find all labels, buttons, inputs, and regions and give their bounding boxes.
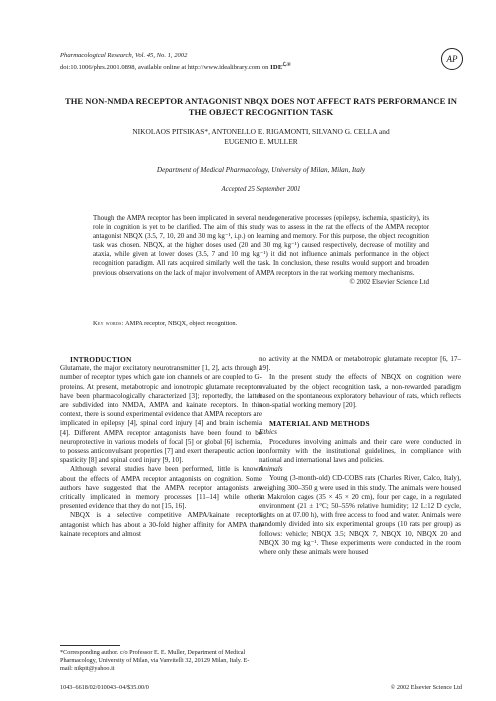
animals-heading: Animals (259, 465, 283, 474)
footer-copyright: © 2002 Elsevier Science Ltd (390, 684, 462, 691)
authors-line-2: EUGENIO E. MULLER (224, 137, 298, 146)
journal-citation: Pharmacological Research, Vol. 45, No. 1, 2002 (60, 52, 188, 59)
right-column (259, 355, 461, 557)
publisher-logo: AP (441, 48, 463, 70)
abstract (93, 214, 429, 287)
authors-line-1: NIKOLAOS PITSIKAS*, ANTONELLO E. RIGAMONTI, SILVANO G. CELLA and (132, 127, 390, 136)
ethics-heading: Ethics (259, 428, 277, 437)
intro-paragraph-3-continued: no activity at the NMDA or metabotropic glutamate receptor [6, 17–19]. (259, 355, 461, 373)
accepted-date: Accepted 25 September 2001 (221, 186, 301, 193)
keywords-text: AMPA receptor, NBQX, object recognition. (125, 320, 238, 327)
intro-paragraph-4: In the present study the effects of NBQX on cognition were evaluated by the object recognition task, a non-rewarded paradigm based on the spontaneous exploratory behaviour of rats, which reflects non-spatial working memory [20]. (259, 373, 461, 410)
intro-paragraph-2: Although several studies have been performed, little is known about the effects of AMPA receptor antagonists on cognition. Some authors have suggested that the AMPA receptor antagonists are critically implicated in memory processes [11–14] while others presented evidence that they do not [15, 16]. (60, 465, 262, 511)
affiliation: Department of Medical Pharmacology, University of Milan, Milan, Italy (156, 166, 366, 174)
footnote-divider (60, 645, 120, 646)
keywords-label: Key words: (93, 320, 124, 327)
authors (60, 127, 462, 147)
doi-text: doi:10.1006/phrs.2001.0898, available online at http://www.idealibrary.com on (60, 63, 269, 71)
methods-heading: MATERIAL AND METHODS (269, 419, 370, 429)
intro-paragraph-1: Glutamate, the major excitatory neurotransmitter [1, 2], acts through a number of receptor types which gate ion channels or are coupled to G-proteins. At present, metabotropic and ionotropic glutamate receptors have been pharmacologically characterized [3]; reportedly, the latter are subdivided into NMDA, AMPA and kainate receptors. In this context, there is sound experimental evidence that AMPA receptors are implicated in epilepsy [4], spinal cord injury [4] and brain ischemia [4]. Different AMPA receptor antagonists have been found to be neuroprotective in various models of focal [5] or global [6] ischemia, to possess anticonvulsant properties [7] and exert therapeutic action in spasticity [8] and spinal cord injury [9, 10]. (60, 364, 262, 465)
intro-paragraph-3: NBQX is a selective competitive AMPA/kainate receptors antagonist which has about a 30-fold higher affinity for AMPA than kainate receptors and almost (60, 511, 262, 538)
issn-code: 1043–6618/02/010043–04/$35.00/0 (60, 684, 149, 691)
keywords (93, 320, 429, 327)
animals-paragraph: Young (3-month-old) CD-COBS rats (Charles River, Calco, Italy), weighing 300–350 g were used in this study. The animals were housed in Makrolon cages (35 × 45 × 20 cm), four per cage, in a regulated environment (21 ± 1°C; 50–55% relative humidity; 12 L:12 D cycle, lights on at 07.00 h), with free access to food and water. Animals were randomly divided into six experimental groups (10 rats per group) as follows: vehicle; NBQX 3.5; NBQX 7, NBQX 10, NBQX 20 and NBQX 30 mg kg⁻¹. These experiments were conducted in the room where only these animals were housed (259, 474, 461, 557)
abstract-text: Though the AMPA receptor has been implicated in several neudegenerative processes (epilepsy, ischemia, spasticity), its role in cognition is yet to be clarified. The aim of this study was to assess in the rat the effects of the AMPA receptor antagonist NBQX (3.5, 7, 10, 20 and 30 mg kg⁻¹, i.p.) on learning and memory. For this purpose, the object recognition task was chosen. NBQX, at the higher doses used (20 and 30 mg kg⁻¹) caused respectively, decrease of motility and ataxia, while given at lower doses (3.5, 7 and 10 mg kg⁻¹) it did not influence animals performance in the object recognition paradigm. All rats acquired similarly well the task. In conclusion, these results would support and broaden previous observations on the lack of major involvement of AMPA receptors in the rat working memory mechanisms. (93, 215, 429, 277)
ethics-paragraph: Procedures involving animals and their care were conducted in conformity with the institutional guidelines, in compliance with national and international laws and policies. (259, 437, 461, 465)
journal-header (60, 52, 291, 72)
corresponding-author-footnote: *Corresponding author. c/o Professor E. E. Muller, Department of Medical Pharmacology, University of Milan, via Vanvitelli 32, 20129 Milan, Italy. E-mail: nikpit@yahoo.it (60, 649, 250, 672)
ideal-logo: $IDE^{ℒ®}$ (270, 61, 291, 71)
abstract-copyright: © 2002 Elsevier Science Ltd (349, 278, 429, 286)
introduction-heading: INTRODUCTION (70, 355, 132, 364)
article-title: THE NON-NMDA RECEPTOR ANTAGONIST NBQX DOES NOT AFFECT RATS PERFORMANCE IN THE OBJECT RECOGNITION TASK (64, 96, 458, 117)
doi-line (60, 61, 291, 73)
left-column (60, 355, 262, 539)
